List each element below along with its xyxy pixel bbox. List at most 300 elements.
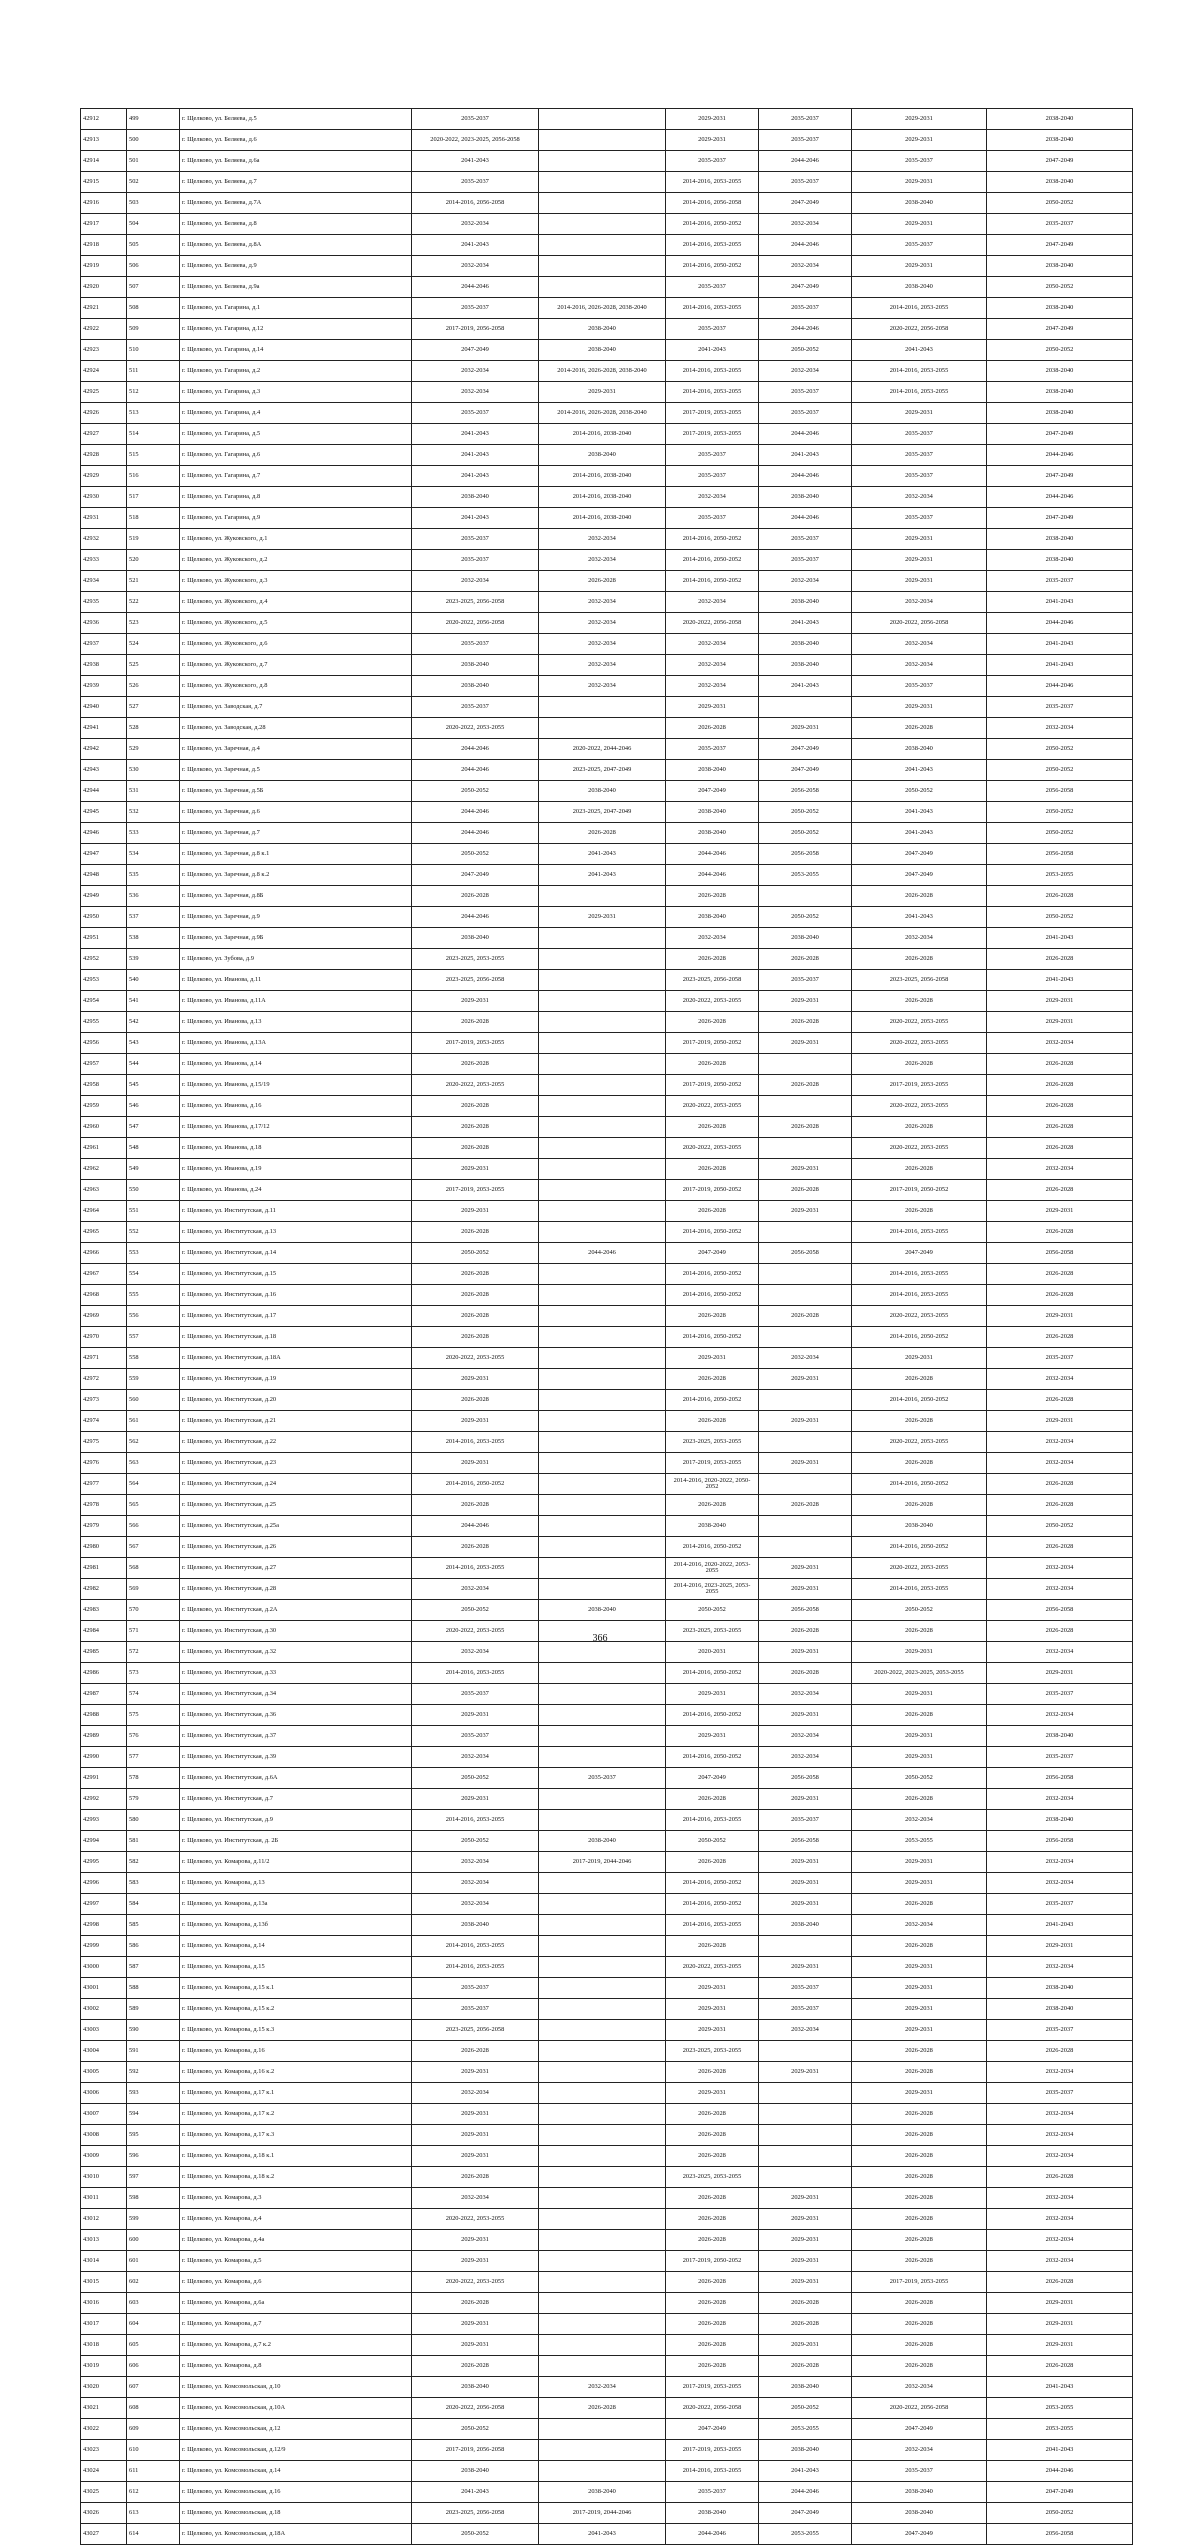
period-cell: 2014-2016, 2050-2052 <box>666 550 759 571</box>
period-cell: 2026-2028 <box>987 1054 1133 1075</box>
row-id-cell: 42943 <box>81 760 127 781</box>
period-cell <box>759 1936 852 1957</box>
period-cell: 2032-2034 <box>412 1873 539 1894</box>
row-id-cell: 42979 <box>81 1516 127 1537</box>
period-cell: 2044-2046 <box>412 907 539 928</box>
table-row <box>81 1747 1133 1768</box>
row-number-cell: 593 <box>127 2083 180 2104</box>
address-cell: г. Щелково, ул. Институтская, д.16 <box>180 1285 412 1306</box>
row-id-cell: 43013 <box>81 2230 127 2251</box>
period-cell: 2029-2031 <box>412 1411 539 1432</box>
row-number-cell: 535 <box>127 865 180 886</box>
period-cell: 2014-2016, 2056-2058 <box>412 193 539 214</box>
address-cell: г. Щелково, ул. Комарова, д.17 к.2 <box>180 2104 412 2125</box>
period-cell: 2029-2031 <box>852 1747 987 1768</box>
address-cell: г. Щелково, ул. Иванова, д.11 <box>180 970 412 991</box>
period-cell: 2020-2022, 2056-2058 <box>852 2398 987 2419</box>
table-row <box>81 1012 1133 1033</box>
period-cell <box>539 886 666 907</box>
period-cell: 2014-2016, 2053-2055 <box>852 1285 987 1306</box>
period-cell <box>539 193 666 214</box>
row-number-cell: 580 <box>127 1810 180 1831</box>
period-cell: 2020-2022, 2053-2055 <box>412 1348 539 1369</box>
table-row <box>81 1558 1133 1579</box>
period-cell: 2032-2034 <box>852 487 987 508</box>
row-number-cell: 537 <box>127 907 180 928</box>
period-cell: 2038-2040 <box>759 2377 852 2398</box>
period-cell: 2050-2052 <box>759 802 852 823</box>
row-number-cell: 556 <box>127 1306 180 1327</box>
period-cell: 2032-2034 <box>987 2251 1133 2272</box>
row-number-cell: 550 <box>127 1180 180 1201</box>
period-cell: 2026-2028 <box>666 1201 759 1222</box>
table-row <box>81 2419 1133 2440</box>
period-cell: 2053-2055 <box>987 2419 1133 2440</box>
row-number-cell: 600 <box>127 2230 180 2251</box>
period-cell: 2035-2037 <box>412 109 539 130</box>
row-id-cell: 42942 <box>81 739 127 760</box>
period-cell: 2029-2031 <box>412 1201 539 1222</box>
table-row <box>81 2293 1133 2314</box>
period-cell: 2017-2019, 2044-2046 <box>539 1852 666 1873</box>
address-cell: г. Щелково, ул. Институтская, д.19 <box>180 1369 412 1390</box>
period-cell: 2029-2031 <box>759 1579 852 1600</box>
row-number-cell: 525 <box>127 655 180 676</box>
row-number-cell: 597 <box>127 2167 180 2188</box>
table-row <box>81 1768 1133 1789</box>
period-cell: 2026-2028 <box>852 991 987 1012</box>
period-cell: 2050-2052 <box>412 1600 539 1621</box>
period-cell: 2041-2043 <box>987 1915 1133 1936</box>
table-row <box>81 1999 1133 2020</box>
period-cell: 2032-2034 <box>666 592 759 613</box>
table-row <box>81 1096 1133 1117</box>
address-cell: г. Щелково, ул. Заречная, д.9Б <box>180 928 412 949</box>
period-cell: 2014-2016, 2053-2055 <box>412 1936 539 1957</box>
row-number-cell: 512 <box>127 382 180 403</box>
period-cell: 2032-2034 <box>987 1033 1133 1054</box>
row-id-cell: 43017 <box>81 2314 127 2335</box>
row-id-cell: 42989 <box>81 1726 127 1747</box>
period-cell: 2050-2052 <box>987 823 1133 844</box>
row-id-cell: 42947 <box>81 844 127 865</box>
period-cell: 2026-2028 <box>666 2188 759 2209</box>
address-cell: г. Щелково, ул. Заводская, д.7 <box>180 697 412 718</box>
period-cell <box>539 1957 666 1978</box>
period-cell: 2044-2046 <box>987 676 1133 697</box>
address-cell: г. Щелково, ул. Комарова, д.5 <box>180 2251 412 2272</box>
row-id-cell: 42980 <box>81 1537 127 1558</box>
period-cell: 2020-2022, 2053-2055 <box>412 718 539 739</box>
period-cell: 2026-2028 <box>666 1789 759 1810</box>
period-cell: 2041-2043 <box>987 634 1133 655</box>
row-number-cell: 548 <box>127 1138 180 1159</box>
address-cell: г. Щелково, ул. Иванова, д.13А <box>180 1033 412 1054</box>
period-cell: 2038-2040 <box>987 298 1133 319</box>
period-cell <box>759 1222 852 1243</box>
period-cell: 2014-2016, 2050-2052 <box>412 1474 539 1495</box>
row-number-cell: 586 <box>127 1936 180 1957</box>
row-id-cell: 42981 <box>81 1558 127 1579</box>
address-cell: г. Щелково, ул. Институтская, д.18 <box>180 1327 412 1348</box>
period-cell: 2029-2031 <box>987 1663 1133 1684</box>
period-cell: 2032-2034 <box>987 1159 1133 1180</box>
row-number-cell: 529 <box>127 739 180 760</box>
table-row <box>81 2503 1133 2524</box>
table-row <box>81 823 1133 844</box>
address-cell: г. Щелково, ул. Жуковского, д.7 <box>180 655 412 676</box>
row-number-cell: 596 <box>127 2146 180 2167</box>
period-cell: 2035-2037 <box>412 697 539 718</box>
period-cell: 2038-2040 <box>412 928 539 949</box>
period-cell: 2026-2028 <box>759 1117 852 1138</box>
row-id-cell: 43002 <box>81 1999 127 2020</box>
row-id-cell: 42934 <box>81 571 127 592</box>
row-id-cell: 43011 <box>81 2188 127 2209</box>
period-cell: 2014-2016, 2023-2025, 2053-2055 <box>666 1579 759 1600</box>
address-cell: г. Щелково, ул. Институтская, д.34 <box>180 1684 412 1705</box>
row-number-cell: 526 <box>127 676 180 697</box>
row-id-cell: 42975 <box>81 1432 127 1453</box>
period-cell: 2035-2037 <box>987 214 1133 235</box>
period-cell: 2032-2034 <box>412 214 539 235</box>
period-cell: 2035-2037 <box>666 2482 759 2503</box>
table-row <box>81 907 1133 928</box>
row-number-cell: 541 <box>127 991 180 1012</box>
period-cell <box>539 697 666 718</box>
period-cell: 2026-2028 <box>666 2209 759 2230</box>
address-cell: г. Щелково, ул. Иванова, д.13 <box>180 1012 412 1033</box>
table-row <box>81 2062 1133 2083</box>
row-id-cell: 42919 <box>81 256 127 277</box>
period-cell: 2038-2040 <box>666 823 759 844</box>
row-number-cell: 578 <box>127 1768 180 1789</box>
period-cell: 2050-2052 <box>412 1831 539 1852</box>
address-cell: г. Щелково, ул. Институтская, д.7 <box>180 1789 412 1810</box>
address-cell: г. Щелково, ул. Институтская, д.21 <box>180 1411 412 1432</box>
period-cell: 2020-2022, 2053-2055 <box>412 2209 539 2230</box>
period-cell <box>539 1474 666 1495</box>
period-cell <box>539 1705 666 1726</box>
period-cell: 2044-2046 <box>759 508 852 529</box>
row-number-cell: 566 <box>127 1516 180 1537</box>
period-cell: 2029-2031 <box>412 2335 539 2356</box>
table-row <box>81 634 1133 655</box>
row-number-cell: 592 <box>127 2062 180 2083</box>
address-cell: г. Щелково, ул. Комсомольская, д.14 <box>180 2461 412 2482</box>
period-cell: 2020-2022, 2053-2055 <box>666 1096 759 1117</box>
table-row <box>81 361 1133 382</box>
row-number-cell: 505 <box>127 235 180 256</box>
period-cell: 2017-2019, 2053-2055 <box>852 1075 987 1096</box>
period-cell: 2026-2028 <box>539 571 666 592</box>
address-cell: г. Щелково, ул. Заречная, д.8 к.2 <box>180 865 412 886</box>
period-cell <box>539 2209 666 2230</box>
row-number-cell: 612 <box>127 2482 180 2503</box>
row-number-cell: 573 <box>127 1663 180 1684</box>
table-row <box>81 2524 1133 2545</box>
address-cell: г. Щелково, ул. Жуковского, д.4 <box>180 592 412 613</box>
table-row <box>81 1306 1133 1327</box>
row-id-cell: 42952 <box>81 949 127 970</box>
row-number-cell: 572 <box>127 1642 180 1663</box>
table-row <box>81 1138 1133 1159</box>
address-cell: г. Щелково, ул. Комарова, д.17 к.1 <box>180 2083 412 2104</box>
table-row <box>81 1117 1133 1138</box>
period-cell: 2038-2040 <box>987 1978 1133 1999</box>
table-row <box>81 2272 1133 2293</box>
period-cell <box>539 2041 666 2062</box>
period-cell: 2026-2028 <box>666 1117 759 1138</box>
period-cell: 2014-2016, 2053-2055 <box>666 298 759 319</box>
row-id-cell: 43001 <box>81 1978 127 1999</box>
period-cell: 2029-2031 <box>852 172 987 193</box>
period-cell: 2026-2028 <box>852 1936 987 1957</box>
period-cell: 2014-2016, 2050-2052 <box>666 1222 759 1243</box>
period-cell: 2029-2031 <box>666 1999 759 2020</box>
period-cell: 2035-2037 <box>759 382 852 403</box>
period-cell <box>759 1537 852 1558</box>
period-cell: 2014-2016, 2053-2055 <box>666 361 759 382</box>
row-number-cell: 500 <box>127 130 180 151</box>
row-id-cell: 42920 <box>81 277 127 298</box>
period-cell: 2026-2028 <box>987 886 1133 907</box>
period-cell: 2047-2049 <box>987 424 1133 445</box>
period-cell: 2032-2034 <box>852 928 987 949</box>
period-cell: 2041-2043 <box>852 760 987 781</box>
row-number-cell: 561 <box>127 1411 180 1432</box>
row-id-cell: 43019 <box>81 2356 127 2377</box>
table-row <box>81 2125 1133 2146</box>
period-cell: 2020-2022, 2056-2058 <box>852 613 987 634</box>
period-cell: 2029-2031 <box>759 1411 852 1432</box>
row-id-cell: 42971 <box>81 1348 127 1369</box>
row-id-cell: 42948 <box>81 865 127 886</box>
table-row <box>81 1474 1133 1495</box>
address-cell: г. Щелково, ул. Беляева, д.7А <box>180 193 412 214</box>
period-cell: 2032-2034 <box>852 2377 987 2398</box>
period-cell: 2035-2037 <box>666 319 759 340</box>
address-cell: г. Щелково, ул. Жуковского, д.3 <box>180 571 412 592</box>
period-cell: 2038-2040 <box>666 2503 759 2524</box>
row-id-cell: 43010 <box>81 2167 127 2188</box>
period-cell: 2026-2028 <box>852 949 987 970</box>
period-cell: 2026-2028 <box>852 886 987 907</box>
period-cell: 2041-2043 <box>539 865 666 886</box>
address-cell: г. Щелково, ул. Гагарина, д.5 <box>180 424 412 445</box>
period-cell: 2014-2016, 2053-2055 <box>666 2461 759 2482</box>
row-id-cell: 42913 <box>81 130 127 151</box>
period-cell: 2026-2028 <box>666 1054 759 1075</box>
table-row <box>81 655 1133 676</box>
address-cell: г. Щелково, ул. Комарова, д.16 <box>180 2041 412 2062</box>
period-cell: 2032-2034 <box>412 1852 539 1873</box>
period-cell <box>759 1054 852 1075</box>
period-cell <box>539 1747 666 1768</box>
period-cell: 2029-2031 <box>759 1642 852 1663</box>
row-number-cell: 499 <box>127 109 180 130</box>
period-cell <box>539 1810 666 1831</box>
period-cell: 2026-2028 <box>852 2209 987 2230</box>
address-cell: г. Щелково, ул. Институтская, д.20 <box>180 1390 412 1411</box>
period-cell: 2032-2034 <box>852 1810 987 1831</box>
address-cell: г. Щелково, ул. Заречная, д.7 <box>180 823 412 844</box>
address-cell: г. Щелково, ул. Иванова, д.14 <box>180 1054 412 1075</box>
period-cell: 2020-2022, 2056-2058 <box>666 2398 759 2419</box>
row-id-cell: 42912 <box>81 109 127 130</box>
period-cell <box>759 2146 852 2167</box>
period-cell: 2047-2049 <box>666 781 759 802</box>
period-cell <box>539 2461 666 2482</box>
period-cell <box>539 1075 666 1096</box>
period-cell: 2026-2028 <box>852 2335 987 2356</box>
period-cell: 2056-2058 <box>987 1600 1133 1621</box>
row-number-cell: 533 <box>127 823 180 844</box>
period-cell <box>539 256 666 277</box>
row-id-cell: 42937 <box>81 634 127 655</box>
row-number-cell: 546 <box>127 1096 180 1117</box>
period-cell: 2050-2052 <box>412 781 539 802</box>
period-cell <box>539 970 666 991</box>
period-cell: 2029-2031 <box>759 1957 852 1978</box>
period-cell: 2023-2025, 2056-2058 <box>666 970 759 991</box>
period-cell <box>539 1222 666 1243</box>
period-cell: 2014-2016, 2038-2040 <box>539 466 666 487</box>
period-cell: 2035-2037 <box>759 403 852 424</box>
row-number-cell: 504 <box>127 214 180 235</box>
period-cell: 2047-2049 <box>987 151 1133 172</box>
period-cell: 2029-2031 <box>987 1012 1133 1033</box>
period-cell: 2044-2046 <box>987 613 1133 634</box>
table-row <box>81 1873 1133 1894</box>
period-cell: 2026-2028 <box>666 2356 759 2377</box>
table-row <box>81 172 1133 193</box>
period-cell: 2035-2037 <box>412 172 539 193</box>
row-id-cell: 43024 <box>81 2461 127 2482</box>
period-cell: 2032-2034 <box>412 1579 539 1600</box>
period-cell: 2029-2031 <box>759 2188 852 2209</box>
address-cell: г. Щелково, ул. Заречная, д.8Б <box>180 886 412 907</box>
period-cell: 2017-2019, 2050-2052 <box>666 2251 759 2272</box>
period-cell: 2038-2040 <box>759 928 852 949</box>
period-cell: 2020-2022, 2053-2055 <box>852 1096 987 1117</box>
table-row <box>81 1579 1133 1600</box>
table-row <box>81 1285 1133 1306</box>
period-cell: 2020-2022, 2053-2055 <box>852 1558 987 1579</box>
table-row <box>81 382 1133 403</box>
period-cell: 2032-2034 <box>412 382 539 403</box>
period-cell: 2029-2031 <box>852 1999 987 2020</box>
row-number-cell: 574 <box>127 1684 180 1705</box>
table-row <box>81 739 1133 760</box>
row-number-cell: 501 <box>127 151 180 172</box>
table-row <box>81 991 1133 1012</box>
period-cell: 2047-2049 <box>759 760 852 781</box>
period-cell: 2029-2031 <box>412 2104 539 2125</box>
period-cell: 2041-2043 <box>759 613 852 634</box>
table-row <box>81 949 1133 970</box>
period-cell: 2029-2031 <box>412 1159 539 1180</box>
row-number-cell: 611 <box>127 2461 180 2482</box>
row-id-cell: 43003 <box>81 2020 127 2041</box>
table-row <box>81 1369 1133 1390</box>
period-cell: 2017-2019, 2050-2052 <box>666 1180 759 1201</box>
row-number-cell: 565 <box>127 1495 180 1516</box>
address-cell: г. Щелково, ул. Институтская, д.18А <box>180 1348 412 1369</box>
address-cell: г. Щелково, ул. Институтская, д.39 <box>180 1747 412 1768</box>
period-cell: 2014-2016, 2050-2052 <box>666 1285 759 1306</box>
row-number-cell: 510 <box>127 340 180 361</box>
table-row <box>81 1537 1133 1558</box>
period-cell: 2041-2043 <box>539 844 666 865</box>
period-cell: 2029-2031 <box>412 2251 539 2272</box>
row-id-cell: 43020 <box>81 2377 127 2398</box>
period-cell: 2014-2016, 2050-2052 <box>852 1390 987 1411</box>
address-cell: г. Щелково, ул. Иванова, д.24 <box>180 1180 412 1201</box>
period-cell: 2053-2055 <box>759 2524 852 2545</box>
period-cell: 2032-2034 <box>412 256 539 277</box>
address-cell: г. Щелково, ул. Комарова, д.15 <box>180 1957 412 1978</box>
row-number-cell: 506 <box>127 256 180 277</box>
period-cell: 2026-2028 <box>759 1306 852 1327</box>
period-cell: 2044-2046 <box>759 466 852 487</box>
period-cell: 2032-2034 <box>759 1726 852 1747</box>
period-cell: 2032-2034 <box>987 2125 1133 2146</box>
row-id-cell: 43007 <box>81 2104 127 2125</box>
table-row <box>81 2377 1133 2398</box>
period-cell: 2029-2031 <box>666 2020 759 2041</box>
period-cell: 2038-2040 <box>666 760 759 781</box>
address-cell: г. Щелково, ул. Беляева, д.5 <box>180 109 412 130</box>
row-number-cell: 557 <box>127 1327 180 1348</box>
period-cell: 2014-2016, 2050-2052 <box>666 1873 759 1894</box>
period-cell: 2014-2016, 2053-2055 <box>412 1558 539 1579</box>
period-cell: 2023-2025, 2056-2058 <box>412 592 539 613</box>
period-cell: 2014-2016, 2053-2055 <box>666 382 759 403</box>
period-cell: 2029-2031 <box>852 550 987 571</box>
period-cell: 2026-2028 <box>987 1138 1133 1159</box>
period-cell: 2017-2019, 2053-2055 <box>666 424 759 445</box>
period-cell <box>539 2020 666 2041</box>
period-cell: 2038-2040 <box>412 676 539 697</box>
period-cell: 2026-2028 <box>759 949 852 970</box>
period-cell: 2032-2034 <box>987 1642 1133 1663</box>
address-cell: г. Щелково, ул. Комарова, д.4а <box>180 2230 412 2251</box>
period-cell: 2014-2016, 2050-2052 <box>666 1327 759 1348</box>
address-cell: г. Щелково, ул. Заречная, д.9 <box>180 907 412 928</box>
period-cell: 2047-2049 <box>852 2419 987 2440</box>
period-cell: 2029-2031 <box>987 991 1133 1012</box>
period-cell: 2038-2040 <box>987 1999 1133 2020</box>
period-cell: 2026-2028 <box>666 1369 759 1390</box>
period-cell: 2014-2016, 2050-2052 <box>666 1264 759 1285</box>
period-cell <box>539 1495 666 1516</box>
period-cell: 2029-2031 <box>759 2209 852 2230</box>
period-cell: 2032-2034 <box>666 487 759 508</box>
period-cell: 2017-2019, 2050-2052 <box>852 1180 987 1201</box>
table-row <box>81 508 1133 529</box>
period-cell: 2029-2031 <box>666 697 759 718</box>
row-id-cell: 42997 <box>81 1894 127 1915</box>
period-cell <box>539 1936 666 1957</box>
table-row <box>81 2398 1133 2419</box>
period-cell: 2041-2043 <box>412 445 539 466</box>
row-number-cell: 562 <box>127 1432 180 1453</box>
period-cell: 2026-2028 <box>412 886 539 907</box>
row-number-cell: 507 <box>127 277 180 298</box>
period-cell: 2020-2022, 2056-2058 <box>666 613 759 634</box>
period-cell: 2032-2034 <box>852 655 987 676</box>
